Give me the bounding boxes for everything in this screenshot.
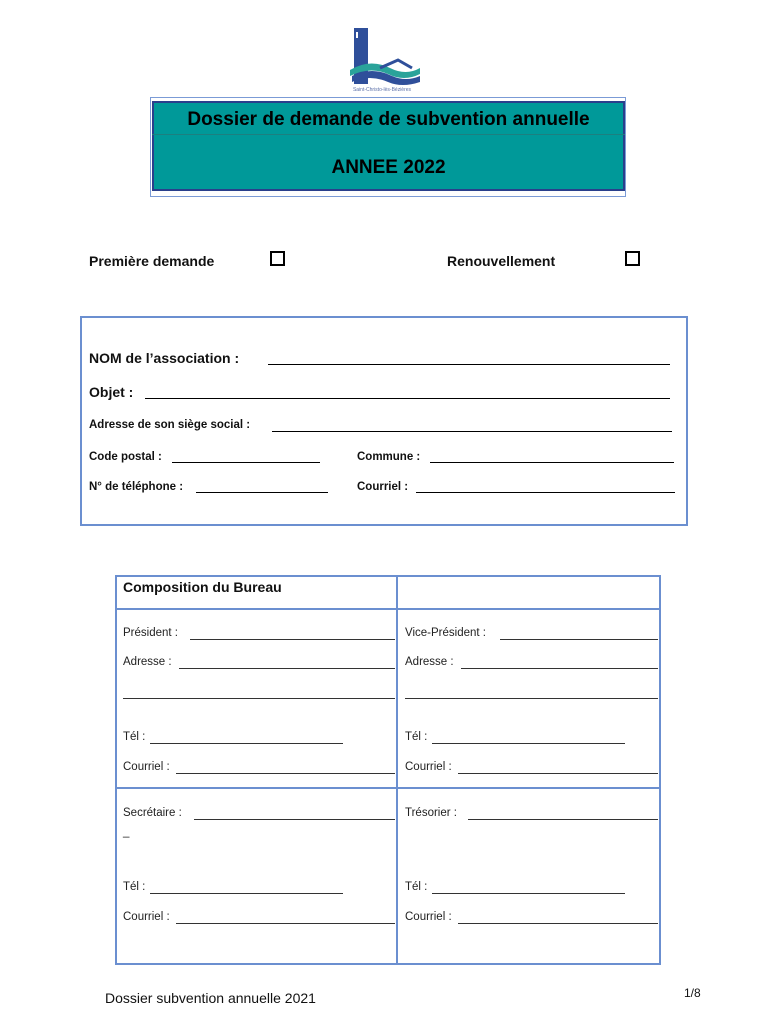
secretary-email-field[interactable]: [176, 923, 395, 924]
page-number: 1/8: [684, 986, 701, 1000]
commune-field[interactable]: [430, 462, 674, 463]
vice-president-email-label: Courriel :: [405, 761, 452, 773]
postal-code-label: Code postal :: [89, 451, 162, 463]
commune-label: Commune :: [357, 451, 421, 463]
footer-document-name: Dossier subvention annuelle 2021: [105, 990, 316, 1006]
association-name-label: NOM de l’association :: [89, 350, 240, 366]
president-tel-label: Tél :: [123, 731, 146, 743]
treasurer-tel-field[interactable]: [432, 893, 625, 894]
vice-president-address-label: Adresse :: [405, 656, 454, 668]
first-request-checkbox[interactable]: [270, 251, 285, 266]
title-divider: [152, 134, 625, 135]
secretary-trailing: _: [123, 826, 130, 838]
bureau-table: [115, 575, 661, 965]
president-label: Président :: [123, 627, 178, 639]
bureau-title: Composition du Bureau: [123, 579, 282, 595]
treasurer-email-label: Courriel :: [405, 911, 452, 923]
vice-president-email-field[interactable]: [458, 773, 658, 774]
secretary-label: Secrétaire :: [123, 807, 182, 819]
president-address-label: Adresse :: [123, 656, 172, 668]
association-name-field[interactable]: [268, 364, 670, 365]
vice-president-tel-label: Tél :: [405, 731, 428, 743]
secretary-tel-label: Tél :: [123, 881, 146, 893]
bureau-column-divider: [396, 577, 398, 963]
president-address-line2[interactable]: [123, 698, 395, 699]
vice-president-tel-field[interactable]: [432, 743, 625, 744]
vice-president-address-line2[interactable]: [405, 698, 658, 699]
treasurer-tel-label: Tél :: [405, 881, 428, 893]
vice-president-field[interactable]: [500, 639, 658, 640]
email-field[interactable]: [416, 492, 675, 493]
treasurer-field[interactable]: [468, 819, 658, 820]
renewal-checkbox[interactable]: [625, 251, 640, 266]
vice-president-label: Vice-Président :: [405, 627, 486, 639]
president-field[interactable]: [190, 639, 395, 640]
treasurer-email-field[interactable]: [458, 923, 658, 924]
president-email-field[interactable]: [176, 773, 395, 774]
secretary-tel-field[interactable]: [150, 893, 343, 894]
page-title: Dossier de demande de subvention annuelle: [187, 109, 590, 130]
object-label: Objet :: [89, 384, 134, 400]
first-request-label: Première demande: [89, 253, 215, 269]
title-banner: [152, 101, 625, 191]
president-address-field[interactable]: [179, 668, 395, 669]
renewal-label: Renouvellement: [447, 253, 556, 269]
president-email-label: Courriel :: [123, 761, 170, 773]
bureau-section-divider: [117, 787, 659, 789]
phone-field[interactable]: [196, 492, 328, 493]
logo-caption: Saint-Christo-lès-Bézières: [352, 87, 412, 93]
vice-president-address-field[interactable]: [461, 668, 658, 669]
email-label: Courriel :: [357, 481, 409, 493]
page-year: ANNEE 2022: [331, 157, 446, 178]
address-label: Adresse de son siège social :: [89, 419, 251, 431]
address-field[interactable]: [272, 431, 672, 432]
bureau-header-divider: [117, 608, 659, 610]
treasurer-label: Trésorier :: [405, 807, 457, 819]
secretary-field[interactable]: [194, 819, 395, 820]
president-tel-field[interactable]: [150, 743, 343, 744]
postal-code-field[interactable]: [172, 462, 320, 463]
object-field[interactable]: [145, 398, 670, 399]
secretary-email-label: Courriel :: [123, 911, 170, 923]
phone-label: N° de téléphone :: [89, 481, 184, 493]
